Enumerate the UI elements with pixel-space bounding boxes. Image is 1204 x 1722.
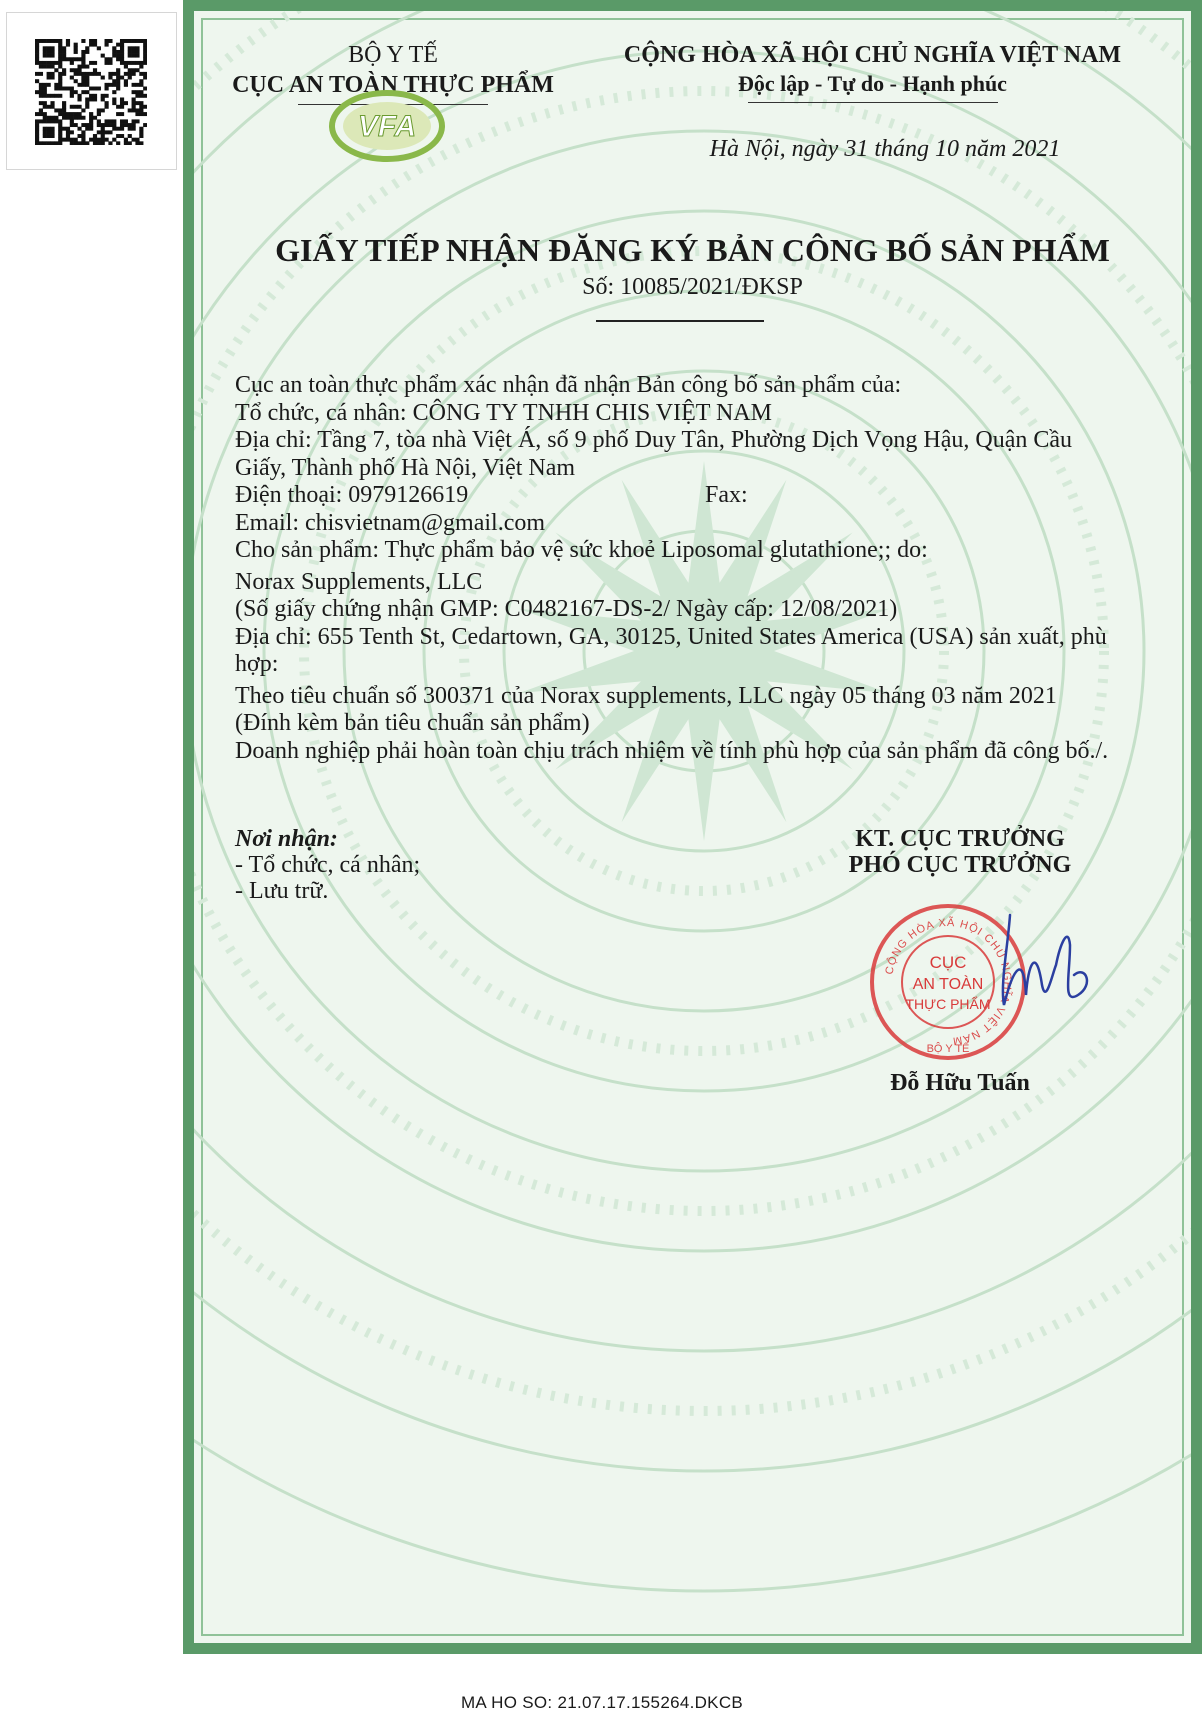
address-line-2: Giấy, Thành phố Hà Nội, Việt Nam [235, 454, 576, 481]
manufacturer-address-1: Địa chỉ: 655 Tenth St, Cedartown, GA, 30125, United States America (USA) sản xuất, phù [235, 623, 1107, 650]
standard-line-1: Theo tiêu chuẩn số 300371 của Norax supplements, LLC ngày 05 tháng 03 năm 2021 [235, 682, 1057, 709]
qr-code [35, 39, 147, 145]
vfa-logo [327, 86, 447, 162]
gmp-line: (Số giấy chứng nhận GMP: C0482167-DS-2/ Ngày cấp: 12/08/2021) [235, 596, 898, 622]
header-right-underline [748, 102, 998, 103]
seal-center-line-1: CỤC [929, 953, 967, 972]
document-title: GIẤY TIẾP NHẬN ĐĂNG KÝ BẢN CÔNG BỐ SẢN PHẨM [275, 232, 1110, 268]
qr-code-box [6, 12, 177, 170]
issue-date: Hà Nội, ngày 31 tháng 10 năm 2021 [709, 136, 1061, 162]
seal-center-line-2: AN TOÀN [912, 976, 984, 993]
product-line: Cho sản phẩm: Thực phẩm bảo vệ sức khoẻ Liposomal glutathione;; do: [235, 537, 928, 563]
recipients-block [235, 826, 420, 904]
responsibility-line: Doanh nghiệp phải hoàn toàn chịu trách nhiệm về tính phù hợp của sản phẩm đã công bố./. [235, 737, 1109, 764]
recipients-label: Nơi nhận: [235, 826, 338, 852]
vfa-logo-text: VFA [357, 110, 417, 143]
recipient-item: - Lưu trữ. [235, 878, 329, 904]
dossier-code: MA HO SO: 21.07.17.155264.DKCB [460, 1693, 744, 1712]
recipient-item: - Tổ chức, cá nhân; [235, 852, 421, 878]
signature-title-2: PHÓ CỤC TRƯỞNG [848, 852, 1072, 878]
country-name: CỘNG HÒA XÃ HỘI CHỦ NGHĨA VIỆT NAM [623, 42, 1122, 68]
seal-bottom-text: BỘ Y TẾ [926, 1043, 970, 1055]
standard-line-2: (Đính kèm bản tiêu chuẩn sản phẩm) [235, 710, 590, 736]
phone-line: Điện thoại: 0979126619 [235, 482, 469, 508]
contact-row [235, 482, 1165, 510]
seal-center-line-3: THỰC PHẨM [905, 996, 991, 1012]
handwritten-signature [990, 905, 1100, 1025]
intro-line: Cục an toàn thực phẩm xác nhận đã nhận Bản công bố sản phẩm của: [235, 372, 902, 398]
header-right [595, 40, 1150, 103]
manufacturer-address-2: hợp: [235, 651, 279, 677]
manufacturer-line: Norax Supplements, LLC [235, 568, 483, 595]
email-line: Email: chisvietnam@gmail.com [235, 509, 546, 536]
certificate-body [235, 372, 1165, 765]
ministry-name: BỘ Y TẾ [348, 42, 438, 68]
organization-line: Tổ chức, cá nhân: CÔNG TY TNHH CHIS VIỆT NAM [235, 399, 772, 426]
number-underline [596, 320, 764, 322]
address-line-1: Địa chỉ: Tầng 7, tòa nhà Việt Á, số 9 phố Duy Tân, Phường Dịch Vọng Hậu, Quận Cầu [235, 427, 1073, 453]
department-name: CỤC AN TOÀN THỰC PHẨM [232, 72, 554, 98]
document-number: Số: 10085/2021/ĐKSP [582, 274, 803, 300]
signature-title-1: KT. CỤC TRƯỞNG [855, 826, 1065, 852]
fax-line: Fax: [705, 482, 748, 508]
national-motto: Độc lập - Tự do - Hạnh phúc [738, 71, 1007, 96]
seal-ring-text: CỘNG HÒA XÃ HỘI CHỦ NGHĨA VIỆT NAM [883, 916, 1014, 1048]
signature-title-block [800, 826, 1120, 878]
signer-name: Đỗ Hữu Tuấn [890, 1070, 1030, 1096]
